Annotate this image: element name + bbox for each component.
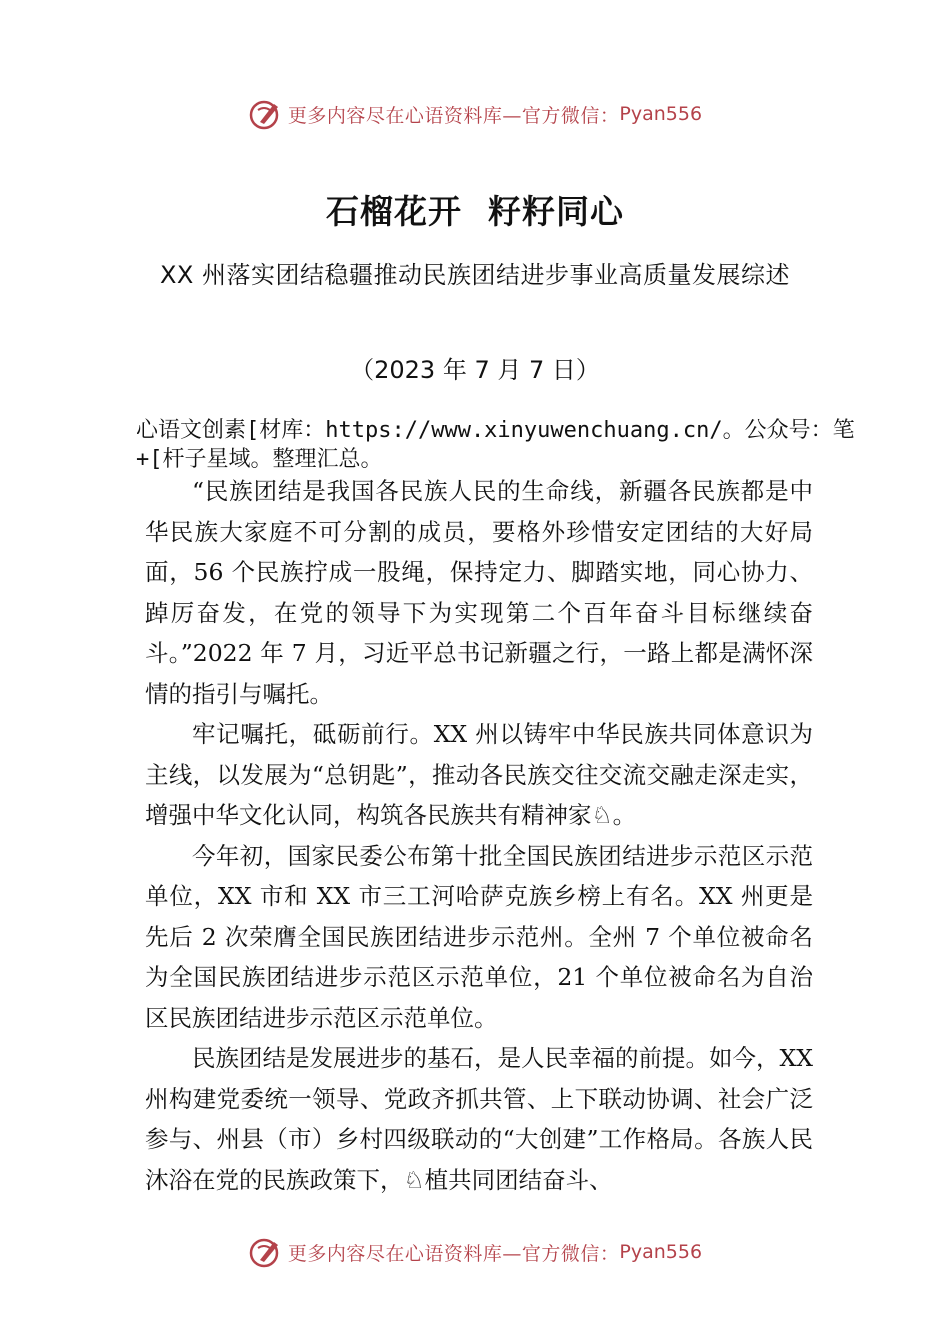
title-part-1: 石榴花开 [326, 192, 462, 231]
footer-banner [0, 1232, 950, 1272]
banner-wechat-handle: Pyan556 [619, 1241, 703, 1263]
page-subtitle: XX 州落实团结稳疆推动民族团结进步事业高质量发展综述 [159, 261, 790, 289]
banner-text: 更多内容尽在心语资料库—官方微信： [287, 104, 620, 127]
paragraph: 牢记嘱托，砥砺前行。XX 州以铸牢中华民族共同体意识为主线，以发展为“总钥匙”，推动各民族交往交流交融走深走实，增强中华文化认同，构筑各民族共有精神家♘。 [145, 720, 813, 829]
library-logo-icon [248, 96, 284, 132]
banner-wechat-handle: Pyan556 [619, 103, 703, 125]
paragraph: 民族团结是发展进步的基石，是人民幸福的前提。如今，XX 州构建党委统一领导、党政齐抓共管、上下联动协调、社会广泛参与、州县（市）乡村四级联动的“大创建”工作格局。各族人民沐浴在党的民族政策下，♘植共同团结奋斗、 [145, 1044, 813, 1194]
source-note: 心语文创素[材库：https://www.xinyuwenchuang.cn/。公众号：笔+[杆子星域。整理汇总。 [136, 418, 855, 472]
title-part-2: 籽籽同心 [488, 192, 624, 231]
article-body [145, 471, 813, 1200]
library-logo-icon [248, 1234, 284, 1270]
publish-date: （2023 年 7 月 7 日） [350, 356, 600, 384]
paragraph: “民族团结是我国各民族人民的生命线，新疆各民族都是中华民族大家庭不可分割的成员，要格外珍惜安定团结的大好局面，56 个民族拧成一股绳，保持定力、脚踏实地，同心协力、踔厉奋发，在党的领导下为实现第二个百年奋斗目标继续奋斗。”2022 年 7 月，习近平总书记新疆之行，一路上都是满怀深情的指引与嘱托。 [145, 477, 813, 708]
banner-text: 更多内容尽在心语资料库—官方微信： [287, 1242, 620, 1265]
page-title [0, 186, 950, 233]
paragraph: 今年初，国家民委公布第十批全国民族团结进步示范区示范单位，XX 市和 XX 市三工河哈萨克族乡榜上有名。XX 州更是先后 2 次荣膺全国民族团结进步示范州。全州 7 个单位被命名为全国民族团结进步示范区示范单位，21 个单位被命名为自治区民族团结进步示范区示范单位。 [145, 841, 813, 1032]
header-banner [0, 94, 950, 134]
